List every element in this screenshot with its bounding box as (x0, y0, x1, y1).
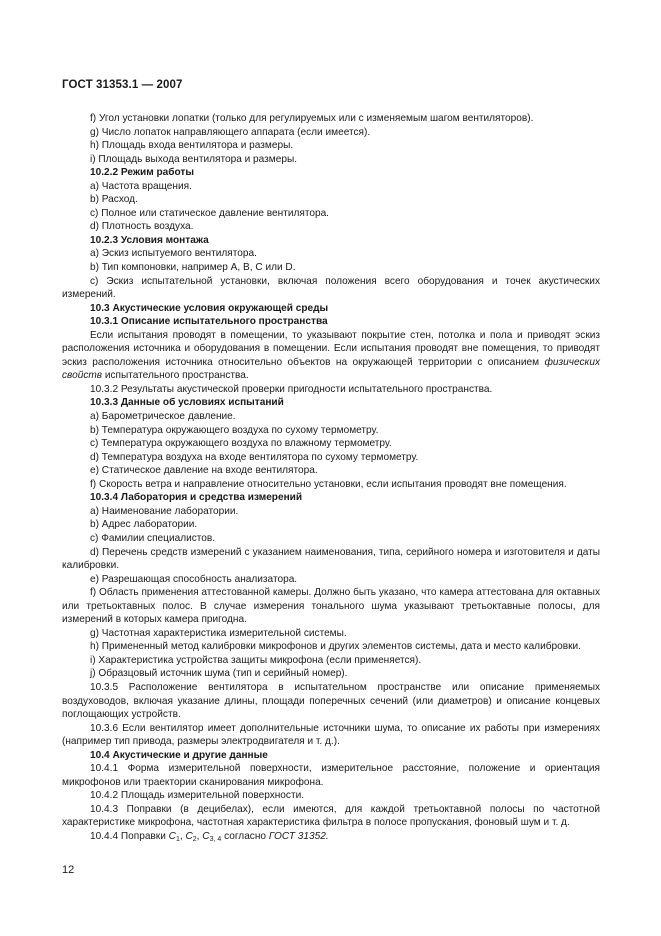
paragraph-10-4-4: 10.4.4 Поправки $C_1$, $C_2$, $C_{3, 4}$ согласно ГОСТ 31352. (90, 830, 329, 843)
item-b-lab-address: b) Адрес лаборатории. (90, 519, 198, 531)
item-f-chamber: f) Область применения аттестованной камеры. Должно быть указано, что камера аттестована для октавных или третьоктавных полос. В случае измерения тонального шума указывают третьоктавные полосы, для измерений в которых камера пригодна. (62, 587, 600, 626)
section-heading-10-2-2: 10.2.2 Режим работы (90, 167, 194, 179)
item-d-inlet-temp: d) Температура воздуха на входе вентилятора по сухому термометру. (90, 451, 419, 463)
paragraph-10-3-1-italic: физических свойств (62, 356, 600, 382)
standard-reference: ГОСТ 31352. (268, 830, 329, 842)
section-heading-10-3-4: 10.3.4 Лаборатория и средства измерений (90, 492, 303, 504)
correction-c2: C (185, 830, 193, 842)
correction-c3: C (202, 830, 210, 842)
section-heading-10-3: 10.3 Акустические условия окружающей среды (90, 302, 329, 314)
item-g-frequency-response: g) Частотная характеристика измерительной системы. (90, 627, 347, 639)
correction-c1-sub: 1 (175, 835, 180, 843)
section-heading-10-4: 10.4 Акустические и другие данные (90, 749, 268, 761)
item-c-pressure: c) Полное или статическое давление вентилятора. (90, 207, 329, 219)
item-f-blade-angle: f) Угол установки лопатки (только для регулируемых или с изменяемым шагом вентиляторов). (90, 113, 534, 124)
item-a-sketch-fan: a) Эскиз испытуемого вентилятора. (90, 248, 257, 260)
item-a-lab-name: a) Наименование лаборатории. (90, 505, 239, 517)
section-heading-10-3-3: 10.3.3 Данные об условиях испытаний (90, 397, 284, 409)
item-i-outlet-area: i) Площадь выхода вентилятора и размеры. (90, 153, 298, 165)
item-c-wet-temp: c) Температура окружающего воздуха по влажному термометру. (90, 438, 392, 450)
item-b-dry-temp: b) Температура окружающего воздуха по сухому термометру. (90, 424, 379, 436)
item-a-rotation: a) Частота вращения. (90, 180, 192, 192)
document-body (62, 112, 600, 844)
paragraph-10-4-4-text: 10.4.4 Поправки (90, 830, 169, 842)
item-j-reference-source: j) Образцовый источник шума (тип и серийный номер). (90, 668, 348, 680)
paragraph-10-3-2: 10.3.2 Результаты акустической проверки пригодности испытательного пространства. (90, 383, 493, 395)
section-heading-10-3-1: 10.3.1 Описание испытательного пространства (90, 316, 328, 328)
paragraph-10-3-1 (62, 329, 600, 383)
item-b-layout-type: b) Тип компоновки, например A, B, C или D. (90, 262, 296, 274)
item-a-barometric: a) Барометрическое давление. (90, 411, 236, 423)
paragraph-10-3-1-end: испытательного пространства. (102, 370, 249, 382)
document-header: ГОСТ 31353.1 — 2007 (62, 79, 183, 91)
page-number: 12 (62, 864, 75, 876)
paragraph-10-3-1-text: Если испытания проводят в помещении, то указывают покрытие стен, потолка и пола и приводят эскиз расположения источника и оборудования в помещении. Если испытания проводят вне помещения, то приводят эскиз расположения источника относительно объектов на окружающей территории с описанием (62, 329, 600, 368)
paragraph-10-3-6: 10.3.6 Если вентилятор имеет дополнительные источники шума, то описание их работы при измерениях (например тип привода, размеры электродвигателя и т. д.). (62, 722, 600, 748)
paragraph-10-4-4-mid: согласно (221, 830, 269, 842)
item-h-calibration-method: h) Примененный метод калибровки микрофонов и других элементов системы, дата и место калибровки. (90, 641, 581, 653)
paragraph-10-3-5: 10.3.5 Расположение вентилятора в испытательном пространстве или описание применяемых воздуховодов, включая указание длины, площади поперечных сечений (или диаметров) и описание концевых поглощающих устройств. (62, 681, 600, 721)
item-f-wind: f) Скорость ветра и направление относительно установки, если испытания проводят вне помещения. (90, 478, 567, 490)
paragraph-10-4-2: 10.4.2 Площадь измерительной поверхности. (90, 790, 305, 802)
paragraph-10-4-1: 10.4.1 Форма измерительной поверхности, измерительное расстояние, положение и ориентация микрофонов или траектории сканирования микрофона. (62, 763, 600, 788)
item-e-static-pressure: e) Статическое давление на входе вентилятора. (90, 465, 318, 477)
paragraph-10-4-3: 10.4.3 Поправки (в децибелах), если имеются, для каждой третьоктавной полосы по частотной характеристике микрофона, частотная характеристика фильтра в полосе пропускания, фоновый шум и т. д. (62, 803, 600, 829)
item-d-density: d) Плотность воздуха. (90, 221, 194, 233)
correction-c1: C (168, 830, 176, 842)
item-h-inlet-area: h) Площадь входа вентилятора и размеры. (90, 140, 294, 152)
item-c-specialists: c) Фамилии специалистов. (90, 532, 216, 544)
item-b-flow: b) Расход. (90, 194, 138, 206)
correction-c3-sub: 3, 4 (209, 835, 222, 843)
correction-c2-sub: 2 (192, 835, 197, 843)
item-e-analyzer: e) Разрешающая способность анализатора. (90, 573, 298, 585)
item-i-windscreen: i) Характеристика устройства защиты микрофона (если применяется). (90, 654, 422, 666)
item-d-instruments: d) Перечень средств измерений с указанием наименования, типа, серийного номера и изготовителя и даты калибровки. (62, 546, 600, 572)
section-heading-10-2-3: 10.2.3 Условия монтажа (90, 234, 209, 246)
item-g-guide-vanes: g) Число лопаток направляющего аппарата (если имеется). (90, 126, 371, 138)
item-c-sketch-setup: c) Эскиз испытательной установки, включая положения всего оборудования и точек акустических измерений. (62, 275, 600, 301)
